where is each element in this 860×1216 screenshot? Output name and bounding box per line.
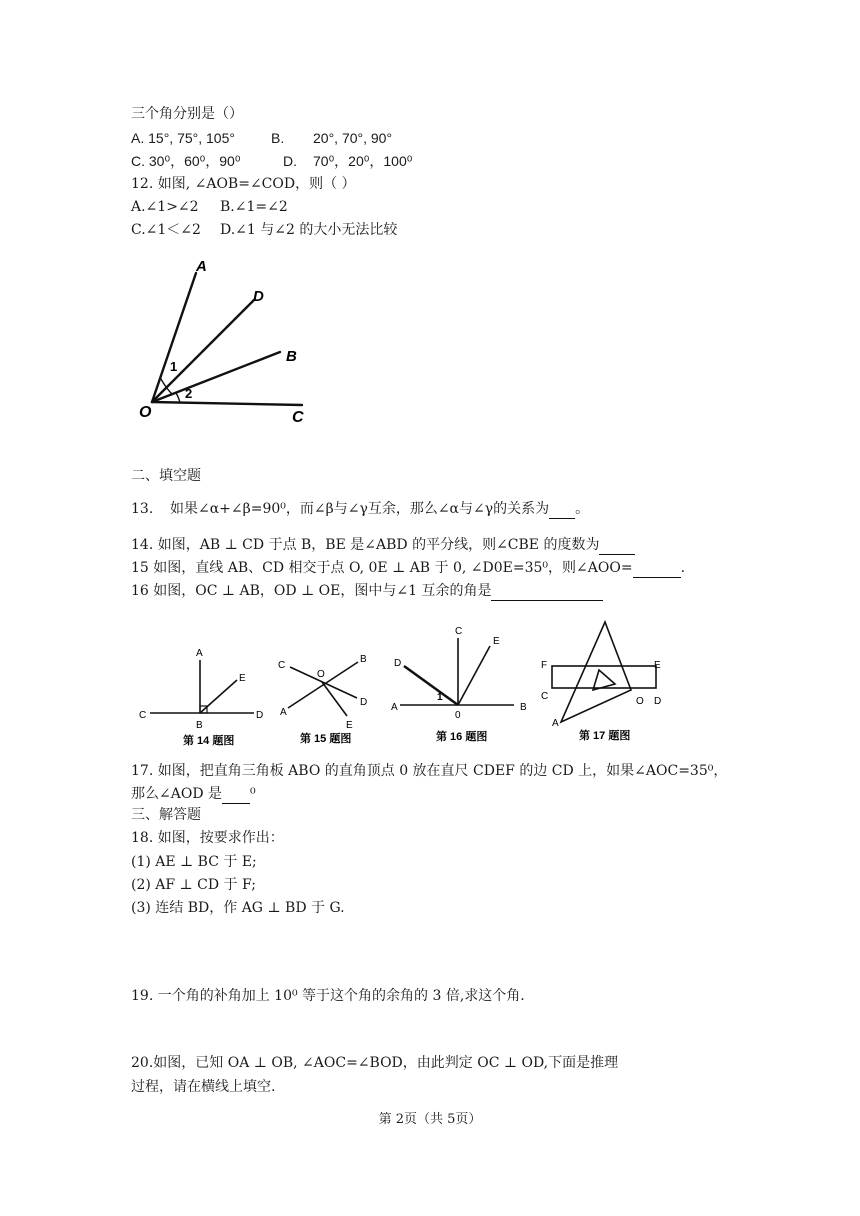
figure-17 xyxy=(535,618,670,750)
q13-blank[interactable] xyxy=(549,504,575,519)
q18-item-1: (1) AE ⊥ BC 于 E; xyxy=(131,854,257,870)
q17-line-1: 17. 如图，把直角三角板 ABO 的直角顶点 0 放在直尺 CDEF 的边 CD 上，如果∠AOC=35⁰， xyxy=(131,763,728,779)
fig14-caption: 第 14 题图 xyxy=(183,735,235,747)
fig15-label-d: D xyxy=(360,697,368,708)
q13-text: 如果∠α+∠β=90⁰，而∠β与∠γ互余，那么∠α与∠γ的关系为 xyxy=(170,501,550,517)
q17-text: 那么∠AOD 是 xyxy=(131,786,222,802)
q12-option-d: D.∠1 与∠2 的大小无法比较 xyxy=(220,222,398,238)
q16-line xyxy=(131,581,603,601)
q18-stem: 18. 如图，按要求作出： xyxy=(131,830,284,846)
q18-item-3: (3) 连结 BD，作 AG ⊥ BD 于 G. xyxy=(131,900,345,916)
q11-option-a: A. 15°, 75°, 105° xyxy=(131,130,235,146)
fig15-label-e: E xyxy=(346,720,353,731)
q17-line-2 xyxy=(131,784,256,804)
q15-end: . xyxy=(680,560,686,576)
fig16-label-angle-1: 1 xyxy=(437,692,443,703)
q12-option-b: B.∠1=∠2 xyxy=(220,199,288,215)
q12-option-c: C.∠1＜∠2 xyxy=(131,222,201,238)
fig17-label-e: E xyxy=(654,660,661,671)
fig17-label-a: A xyxy=(552,718,559,729)
fig16-caption: 第 16 题图 xyxy=(436,731,488,743)
q15-line xyxy=(131,558,685,578)
fig16-label-c: C xyxy=(455,626,463,637)
fig14-label-a: A xyxy=(196,648,203,659)
fig16-label-o: 0 xyxy=(455,710,461,721)
fig17-label-f: F xyxy=(541,660,548,671)
q13-text-line xyxy=(170,499,589,519)
fig14-label-b: B xyxy=(196,720,203,731)
fig14-label-c: C xyxy=(139,710,147,721)
fig15-label-c: C xyxy=(278,660,286,671)
q14-blank[interactable] xyxy=(599,540,635,555)
q15-text: 15 如图，直线 AB、CD 相交于点 O, 0E ⊥ AB 于 0, ∠D0E=35⁰，则∠AOO= xyxy=(131,560,633,576)
fig15-caption: 第 15 题图 xyxy=(300,733,352,745)
q11-option-d-letter: D. xyxy=(283,153,297,169)
q12-figure xyxy=(130,255,330,430)
q13-end: 。 xyxy=(575,501,590,517)
fig17-label-o: O xyxy=(636,696,644,707)
q11-stem: 三个角分别是（） xyxy=(131,106,243,122)
fig14-label-d: D xyxy=(256,710,264,721)
fig16-label-b: B xyxy=(520,702,527,713)
fig15-label-o: O xyxy=(317,669,325,680)
q12-label-d: D xyxy=(253,288,264,305)
q12-label-c: C xyxy=(292,409,304,426)
q14-line xyxy=(131,535,635,555)
q16-text: 16 如图，OC ⊥ AB，OD ⊥ OE，图中与∠1 互余的角是 xyxy=(131,583,492,599)
q13-number: 13. xyxy=(131,501,154,517)
q17-unit: ⁰ xyxy=(250,786,256,802)
figure-16 xyxy=(388,622,538,750)
q12-label-angle-2: 2 xyxy=(185,386,193,401)
q12-label-angle-1: 1 xyxy=(170,359,178,374)
fig16-label-e: E xyxy=(493,636,500,647)
q20-line-2: 过程，请在横线上填空. xyxy=(131,1079,276,1095)
q18-item-2: (2) AF ⊥ CD 于 F; xyxy=(131,877,256,893)
page-footer: 第 2页（共 5页） xyxy=(378,1112,482,1127)
fig16-label-a: A xyxy=(391,702,398,713)
figure-14 xyxy=(130,640,270,750)
q17-blank[interactable] xyxy=(222,789,250,804)
q11-option-c: C. 30⁰，60⁰，90⁰ xyxy=(131,153,241,169)
q12-stem: 12. 如图, ∠AOB=∠COD，则（ ） xyxy=(131,176,356,192)
fig15-label-a: A xyxy=(280,707,287,718)
q16-blank[interactable] xyxy=(491,586,603,601)
fig16-label-d: D xyxy=(394,658,402,669)
figure-15 xyxy=(270,640,390,750)
section-2-title: 二、填空题 xyxy=(131,468,201,484)
q19-text: 19. 一个角的补角加上 10⁰ 等于这个角的余角的 3 倍,求这个角. xyxy=(131,988,525,1004)
section-3-title: 三、解答题 xyxy=(131,807,201,823)
q11-option-d: 70⁰，20⁰，100⁰ xyxy=(313,153,413,169)
fig15-label-b: B xyxy=(360,654,367,665)
q11-option-b-letter: B. xyxy=(271,130,285,146)
q12-label-o: O xyxy=(139,404,152,421)
q20-line-1: 20.如图，已知 OA ⊥ OB, ∠AOC=∠BOD，由此判定 OC ⊥ OD,下面是推理 xyxy=(131,1055,619,1071)
q12-label-a: A xyxy=(196,258,207,275)
fig17-label-d: D xyxy=(654,696,662,707)
q14-text: 14. 如图，AB ⊥ CD 于点 B，BE 是∠ABD 的平分线，则∠CBE 的度数为 xyxy=(131,537,600,553)
q12-option-a: A.∠1>∠2 xyxy=(131,199,199,215)
q12-label-b: B xyxy=(286,348,297,365)
fig17-caption: 第 17 题图 xyxy=(579,730,631,742)
q15-blank[interactable] xyxy=(633,563,681,578)
fig14-label-e: E xyxy=(239,673,246,684)
q11-option-b: 20°, 70°, 90° xyxy=(313,130,393,146)
fig17-label-c: C xyxy=(541,691,549,702)
